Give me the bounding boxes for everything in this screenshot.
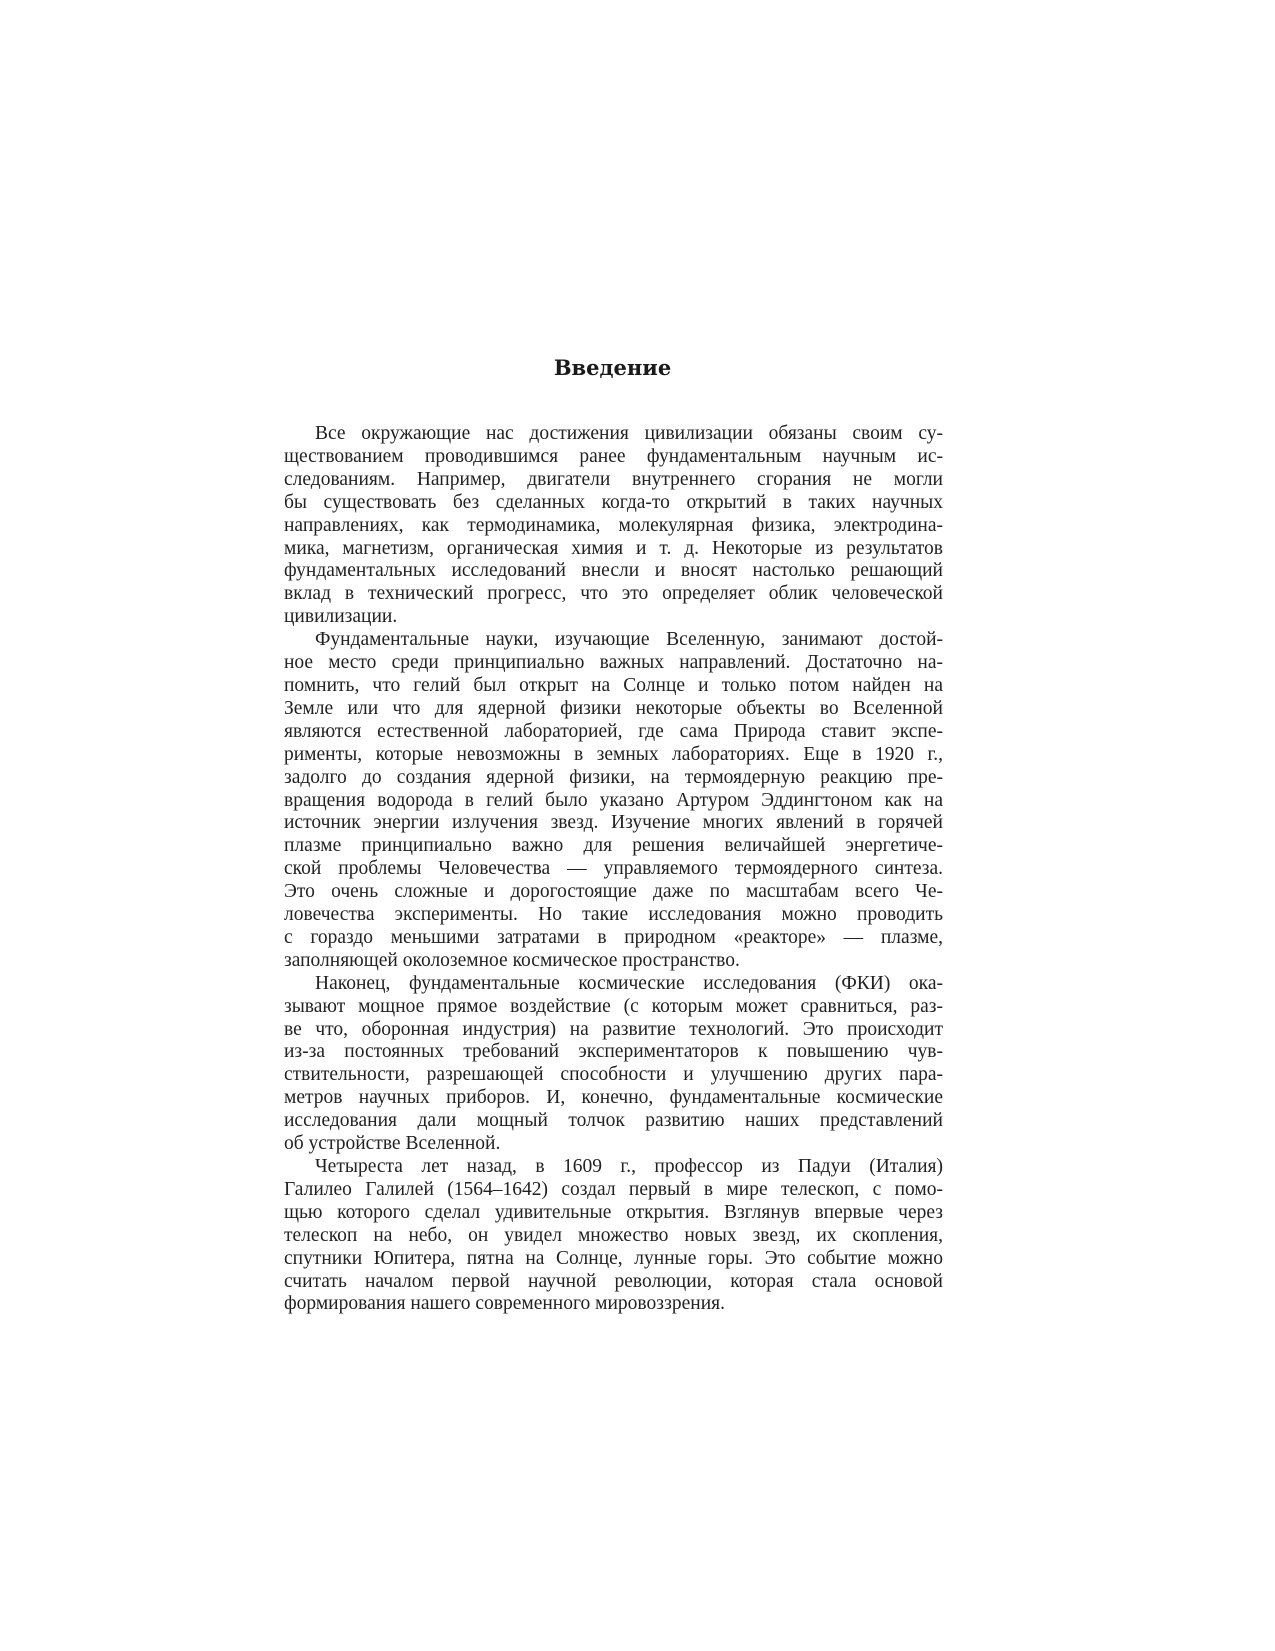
text-line: Это очень сложные и дорогостоящие даже по масштабам всего Че-	[284, 881, 943, 903]
paragraph-1	[284, 423, 943, 629]
text-line: источник энергии излучения звезд. Изучение многих явлений в горячей	[284, 812, 943, 834]
text-line: исследования дали мощный толчок развитию наших представлений	[284, 1110, 943, 1132]
text-line: Все окружающие нас достижения цивилизации обязаны своим су-	[315, 423, 943, 444]
text-line: считать началом первой научной революции, которая стала основой	[284, 1270, 943, 1292]
text-line: ве что, оборонная индустрия) на развитие технологий. Это происходит	[284, 1018, 943, 1040]
text-line: помнить, что гелий был открыт на Солнце и только потом найден на	[284, 674, 943, 696]
text-line: рименты, которые невозможны в земных лабораториях. Еще в 1920 г.,	[284, 743, 943, 765]
text-line: ществованием проводившимся ранее фундаментальным научным ис-	[284, 445, 943, 467]
text-line: метров научных приборов. И, конечно, фундаментальные космические	[284, 1087, 943, 1109]
text-line: формирования нашего современного мировоззрения.	[284, 1293, 725, 1315]
text-line: из-за постоянных требований экспериментаторов к повышению чув-	[284, 1041, 943, 1063]
text-line: фундаментальных исследований внесли и вносят настолько решающий	[284, 560, 943, 582]
body-text	[284, 423, 943, 1316]
text-line: мика, магнетизм, органическая химия и т. д. Некоторые из результатов	[284, 537, 943, 559]
text-line: Фундаментальные науки, изучающие Вселенную, занимают достой-	[315, 629, 943, 651]
text-line: Земле или что для ядерной физики некоторые объекты во Вселенной	[284, 697, 943, 719]
paragraph-2	[284, 629, 943, 973]
text-line: Наконец, фундаментальные космические исследования (ФКИ) ока-	[315, 972, 943, 994]
paragraph-4	[284, 1156, 943, 1316]
text-line: направлениях, как термодинамика, молекулярная физика, электродина-	[284, 514, 943, 536]
text-line: задолго до создания ядерной физики, на термоядерную реакцию пре-	[284, 766, 943, 788]
text-line: ное место среди принципиально важных направлений. Достаточно на-	[284, 652, 943, 674]
text-line: с гораздо меньшими затратами в природном «реакторе» — плазме,	[284, 926, 943, 948]
text-line: Галилео Галилей (1564–1642) создал первый в мире телескоп, с помо-	[284, 1178, 943, 1200]
text-line: являются естественной лабораторией, где сама Природа ставит экспе-	[284, 720, 943, 742]
text-line: плазме принципиально важно для решения величайшей энергетиче-	[284, 835, 943, 857]
text-line: об устройстве Вселенной.	[284, 1133, 501, 1155]
text-line: цивилизации.	[284, 606, 398, 628]
text-line: щью которого сделал удивительные открытия. Взглянув впервые через	[284, 1201, 943, 1223]
text-line: зывают мощное прямое воздействие (с которым может сравниться, раз-	[284, 995, 943, 1017]
paragraph-3	[284, 973, 943, 1156]
text-line: ской проблемы Человечества — управляемого термоядерного синтеза.	[284, 858, 943, 880]
text-line: вращения водорода в гелий было указано Артуром Эддингтоном как на	[284, 789, 943, 811]
text-line: Четыреста лет назад, в 1609 г., профессор из Падуи (Италия)	[315, 1156, 943, 1177]
page-title: Введение	[553, 355, 672, 380]
text-line: бы существовать без сделанных когда-то открытий в таких научных	[284, 491, 943, 513]
text-line: следованиям. Например, двигатели внутреннего сгорания не могли	[284, 468, 943, 490]
text-line: ловечества эксперименты. Но такие исследования можно проводить	[284, 904, 943, 926]
text-line: вклад в технический прогресс, что это определяет облик человеческой	[284, 583, 943, 605]
text-line: телескоп на небо, он увидел множество новых звезд, их скопления,	[284, 1224, 943, 1246]
text-line: ствительности, разрешающей способности и улучшению других пара-	[284, 1064, 943, 1086]
text-line: спутники Юпитера, пятна на Солнце, лунные горы. Это событие можно	[284, 1247, 943, 1269]
text-line: заполняющей околоземное космическое пространство.	[284, 949, 740, 971]
